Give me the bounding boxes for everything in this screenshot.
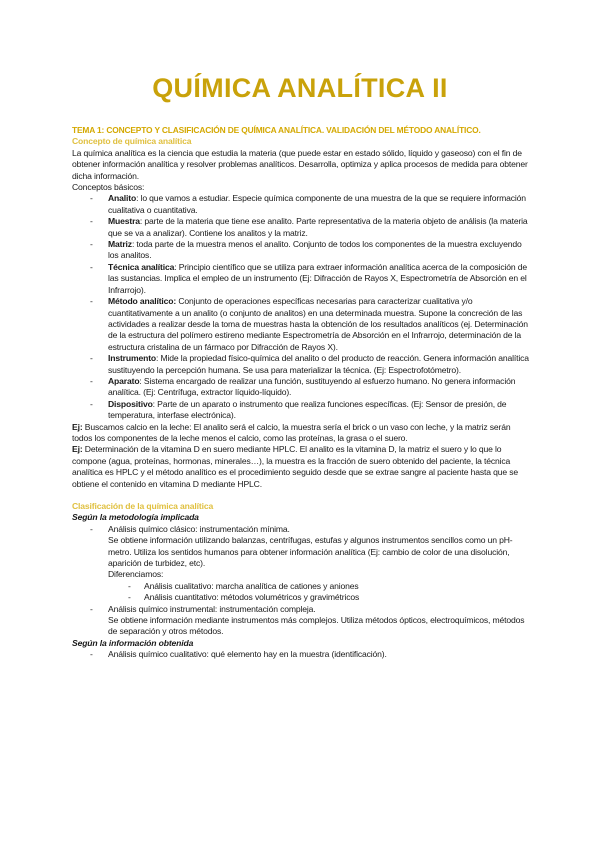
concept-text: : Principio científico que se utiliza para extraer información analítica acerca de la composición de las sustancias. Implica el empleo de un instrumento (Ej: Difracción de Rayos X, Espectrometría de Absorción en el Infrarrojo). <box>108 261 528 295</box>
concept-term: Analito <box>108 193 137 204</box>
document-title: QUÍMICA ANALÍTICA II <box>152 73 448 103</box>
qualitative-analysis-item: - Análisis químico cualitativo: qué elemento hay en la muestra (identificación). <box>72 649 532 660</box>
concepts-list <box>72 193 532 421</box>
concept-text: : Mide la propiedad físico-química del analito o del producto de reacción. Genera información analítica sustituyendo la percepción humana. Se usa para materializar la técnica. (Ej: Espectrofotómetro). <box>108 353 529 375</box>
sub-list-item: - Análisis cualitativo: marcha analítica de cationes y aniones <box>72 581 532 592</box>
classic-analysis-item: - Análisis químico clásico: instrumentación mínima. <box>72 524 532 535</box>
spacer <box>72 490 532 501</box>
example-paragraph <box>72 444 532 490</box>
topic-heading: TEMA 1: CONCEPTO Y CLASIFICACIÓN DE QUÍMICA ANALÍTICA. VALIDACIÓN DEL MÉTODO ANALÍTICO. <box>72 125 481 135</box>
subheading-methodology: Según la metodología implicada <box>72 512 199 523</box>
concept-text: : Sistema encargado de realizar una función, sustituyendo al esfuerzo humano. No genera información analítica. (Ej: Centrífuga, extractor líquido-líquido). <box>108 375 516 398</box>
intro-paragraph: La química analítica es la ciencia que estudia la materia (que puede estar en estado sólido, líquido y gaseoso) con el fin de obtener información analítica y resolver problemas analíticos. Desarrolla, optimiza y aplica procesos de medida para obtener dicha información. <box>72 147 528 181</box>
concept-text: Conjunto de operaciones específicas necesarias para caracterizar cualitativa y/o cuantitativamente a un analito (o conjunto de analitos) en una determinada muestra. Supone la concreción de las actividades a realizar desde la toma de muestras hasta la obtención de los resultados analíticos (ej. Determinación de la estructura del polímero estireno mediante Espectrometría de Absorción en el Infrarrojo, determinación de la estructura cristalina de un fármaco por Difracción de Rayos X). <box>108 296 528 352</box>
instrumental-analysis-item: - Análisis químico instrumental: instrumentación compleja. <box>72 604 532 615</box>
example-label: Ej: <box>72 421 83 432</box>
concept-item <box>72 262 532 296</box>
sub-list-item: - Análisis cuantitativo: métodos volumétricos y gravimétricos <box>72 592 532 603</box>
concept-item <box>72 216 532 239</box>
instrumental-analysis-description: Se obtiene información mediante instrumentos más complejos. Utiliza métodos ópticos, electroquímicos, métodos de separación y otros métodos. <box>108 615 525 637</box>
concept-term: Matriz <box>108 239 132 250</box>
concept-term: Técnica analítica <box>108 261 175 272</box>
section-heading-concept: Concepto de química analítica <box>72 136 192 147</box>
concept-term: Dispositivo <box>108 398 153 409</box>
concept-term: Instrumento <box>108 353 157 364</box>
concept-item <box>72 239 532 262</box>
concept-text: : parte de la materia que tiene ese analito. Parte representativa de la materia objeto de análisis (la materia que se va a analizar). Contiene los analitos y la matriz. <box>108 216 528 238</box>
example-label: Ej: <box>72 444 83 455</box>
classic-analysis-description: Se obtiene información utilizando balanzas, centrífugas, estufas y algunos instrumentos sencillos como un pH-metro. Utiliza los sentidos humanos para obtener información analítica (Ej: cambio de color de una disolución, aparición de turbidez, etc). <box>108 535 513 569</box>
subheading-information: Según la información obtenida <box>72 637 194 648</box>
concept-text: : toda parte de la muestra menos el analito. Conjunto de todos los componentes de la muestra excluyendo los analitos. <box>108 239 522 261</box>
concept-text: : Parte de un aparato o instrumento que realiza funciones específicas. (Ej: Sensor de presión, de temperatura, interfase electrónica). <box>108 398 507 421</box>
concept-term: Método analítico: <box>108 296 177 307</box>
differentiate-label: Diferenciamos: <box>108 569 164 580</box>
example-paragraph <box>72 422 532 445</box>
concept-term: Aparato <box>108 375 140 386</box>
example-text: Buscamos calcio en la leche: El analito será el calcio, la muestra sería el brick o un vaso con leche, y la matriz serán todos los componentes de la leche menos el calcio, como las proteínas, la grasa o el suero. <box>72 421 511 443</box>
concept-item <box>72 399 532 422</box>
concept-item <box>72 353 532 376</box>
concept-item <box>72 193 532 216</box>
concept-item <box>72 296 532 353</box>
section-heading-classification: Clasificación de la química analítica <box>72 501 214 511</box>
concept-text: : lo que vamos a estudiar. Especie química componente de una muestra de la que se requiere información cualitativa o cuantitativa. <box>108 193 526 215</box>
document-body <box>72 125 532 661</box>
concept-item <box>72 376 532 399</box>
concept-term: Muestra <box>108 216 140 227</box>
basics-label: Conceptos básicos: <box>72 182 145 193</box>
example-text: Determinación de la vitamina D en suero mediante HPLC. El analito es la vitamina D, la matriz el suero y lo que lo compone (agua, proteínas, hormonas, minerales…), la muestra es la fracción de suero obtenido del paciente, la técnica analítica es HPLC y el método analítico es el procedimiento seguido desde que se extrae sangre al paciente hasta que se obtiene el contenido en vitamina D mediante HPLC. <box>72 444 519 489</box>
